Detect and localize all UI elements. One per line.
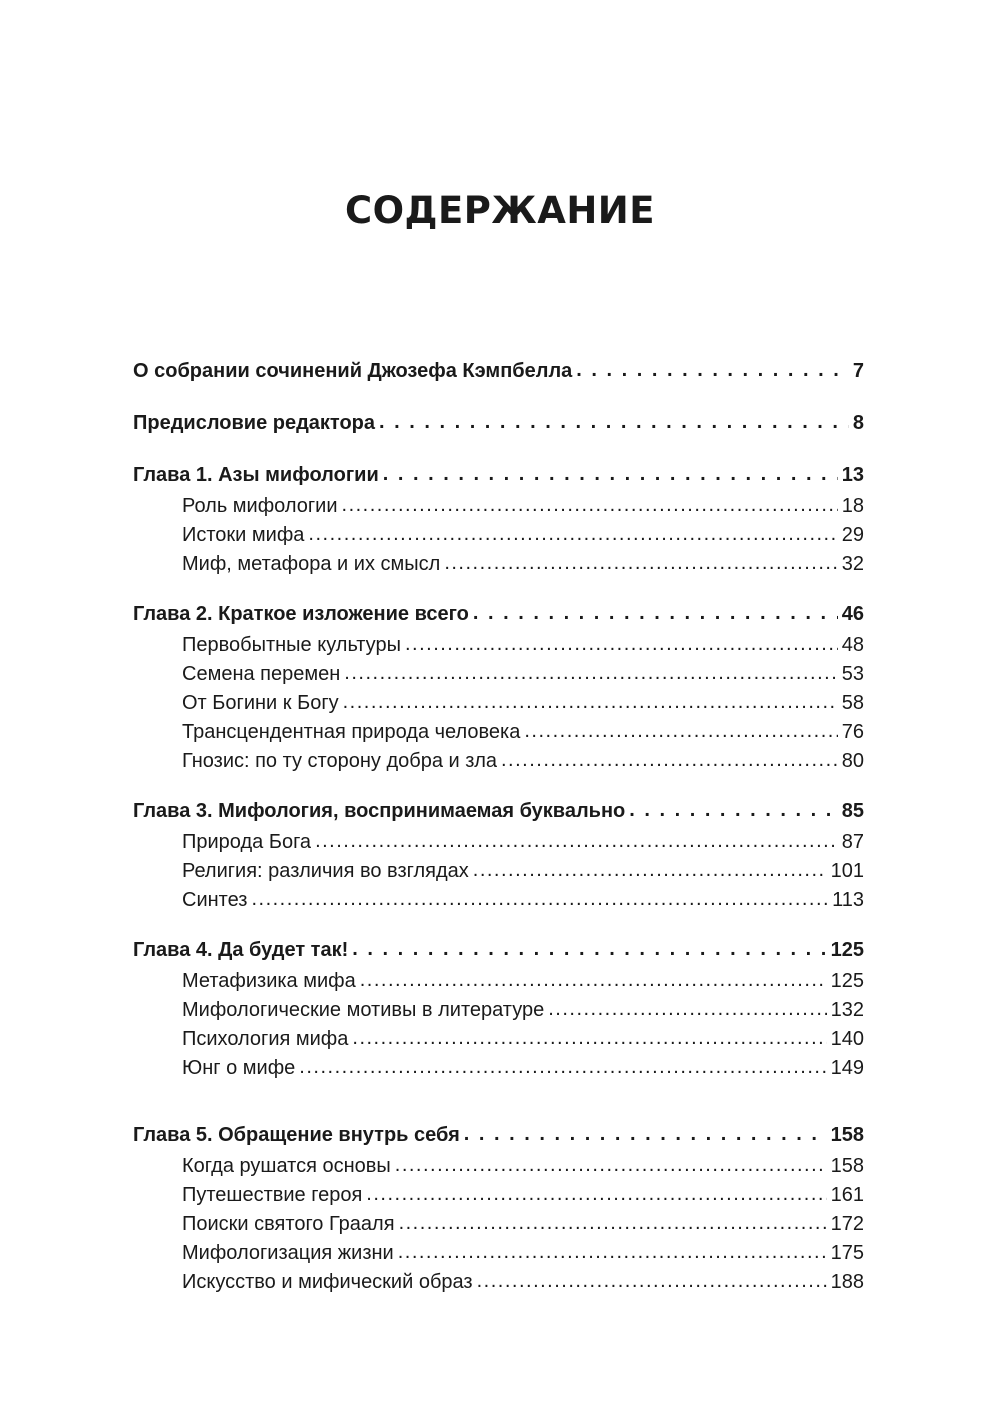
toc-section-entry[interactable] xyxy=(133,857,864,886)
dot-leader xyxy=(444,549,837,578)
toc-page-number: 113 xyxy=(832,889,864,911)
toc-section-entry[interactable] xyxy=(133,689,864,718)
toc-page-number: 175 xyxy=(830,1242,864,1264)
toc-section-entry[interactable] xyxy=(133,521,864,550)
dot-leader xyxy=(405,630,838,659)
toc-entry-title: Миф, метафора и их смысл xyxy=(182,553,441,575)
dot-leader xyxy=(398,1238,827,1267)
toc-chapter-entry[interactable] xyxy=(133,355,864,388)
toc-page-number: 48 xyxy=(841,634,864,656)
toc-group xyxy=(133,795,864,915)
toc-group xyxy=(133,407,864,440)
toc-section-entry[interactable] xyxy=(133,718,864,747)
dot-leader xyxy=(464,1118,827,1151)
toc-page-number: 18 xyxy=(841,495,864,517)
toc-section-entry[interactable] xyxy=(133,886,864,915)
toc-section-entry[interactable] xyxy=(133,1268,864,1297)
dot-leader xyxy=(352,1024,826,1053)
toc-section-entry[interactable] xyxy=(133,996,864,1025)
toc-entry-title: Глава 3. Мифология, воспринимаемая буквально xyxy=(133,800,626,822)
toc-page-number: 161 xyxy=(830,1184,864,1206)
toc-chapter-entry[interactable] xyxy=(133,598,864,631)
toc-entry-title: Искусство и мифический образ xyxy=(182,1271,473,1293)
toc-page-number: 7 xyxy=(852,360,864,382)
toc-page-number: 46 xyxy=(841,603,864,625)
toc-page-number: 29 xyxy=(841,524,864,546)
toc-chapter-entry[interactable] xyxy=(133,795,864,828)
dot-leader xyxy=(501,746,838,775)
toc-section-entry[interactable] xyxy=(133,631,864,660)
toc-entry-title: Истоки мифа xyxy=(182,524,305,546)
toc-section-entry[interactable] xyxy=(133,550,864,579)
toc-page-number: 87 xyxy=(841,831,864,853)
table-of-contents xyxy=(133,355,864,1316)
dot-leader xyxy=(524,717,837,746)
dot-leader xyxy=(343,688,838,717)
toc-page-number: 158 xyxy=(830,1155,864,1177)
toc-section-entry[interactable] xyxy=(133,967,864,996)
toc-page-number: 58 xyxy=(841,692,864,714)
toc-page-number: 8 xyxy=(852,412,864,434)
toc-section-entry[interactable] xyxy=(133,1025,864,1054)
toc-entry-title: Природа Бога xyxy=(182,831,312,853)
toc-section-entry[interactable] xyxy=(133,1181,864,1210)
toc-chapter-entry[interactable] xyxy=(133,459,864,492)
dot-leader xyxy=(395,1151,827,1180)
toc-entry-title: Гнозис: по ту сторону добра и зла xyxy=(182,750,497,772)
dot-leader xyxy=(251,885,828,914)
toc-entry-title: Синтез xyxy=(182,889,248,911)
toc-entry-title: Когда рушатся основы xyxy=(182,1155,391,1177)
toc-group xyxy=(133,598,864,776)
toc-group xyxy=(133,459,864,579)
dot-leader xyxy=(399,1209,827,1238)
toc-entry-title: Юнг о мифе xyxy=(182,1057,296,1079)
dot-leader xyxy=(473,856,827,885)
toc-page-number: 85 xyxy=(841,800,864,822)
dot-leader xyxy=(299,1053,826,1082)
toc-section-entry[interactable] xyxy=(133,492,864,521)
toc-page-number: 80 xyxy=(841,750,864,772)
dot-leader xyxy=(576,354,849,387)
toc-page-number: 125 xyxy=(830,970,864,992)
toc-group xyxy=(133,934,864,1083)
toc-entry-title: Поиски святого Грааля xyxy=(182,1213,395,1235)
toc-page-number: 132 xyxy=(830,999,864,1021)
dot-leader xyxy=(477,1267,827,1296)
dot-leader xyxy=(383,458,838,491)
dot-leader xyxy=(352,933,826,966)
toc-group xyxy=(133,1119,864,1297)
toc-entry-title: Мифологические мотивы в литературе xyxy=(182,999,545,1021)
dot-leader xyxy=(342,491,838,520)
toc-entry-title: Семена перемен xyxy=(182,663,341,685)
dot-leader xyxy=(360,966,827,995)
toc-page-number: 13 xyxy=(841,464,864,486)
toc-entry-title: Метафизика мифа xyxy=(182,970,356,992)
dot-leader xyxy=(629,794,838,827)
dot-leader xyxy=(379,406,849,439)
toc-entry-title: Предисловие редактора xyxy=(133,412,376,434)
dot-leader xyxy=(548,995,826,1024)
toc-entry-title: Первобытные культуры xyxy=(182,634,401,656)
dot-leader xyxy=(473,597,838,630)
toc-page-number: 125 xyxy=(830,939,864,961)
toc-group xyxy=(133,355,864,388)
toc-chapter-entry[interactable] xyxy=(133,934,864,967)
dot-leader xyxy=(344,659,837,688)
page-title: СОДЕРЖАНИЕ xyxy=(344,189,656,232)
toc-chapter-entry[interactable] xyxy=(133,407,864,440)
toc-page-number: 101 xyxy=(830,860,864,882)
toc-section-entry[interactable] xyxy=(133,1239,864,1268)
toc-page-number: 32 xyxy=(841,553,864,575)
toc-chapter-entry[interactable] xyxy=(133,1119,864,1152)
toc-page-number: 172 xyxy=(830,1213,864,1235)
toc-entry-title: От Богини к Богу xyxy=(182,692,339,714)
toc-page-number: 158 xyxy=(830,1124,864,1146)
toc-section-entry[interactable] xyxy=(133,1152,864,1181)
toc-page-number: 76 xyxy=(841,721,864,743)
toc-entry-title: Религия: различия во взглядах xyxy=(182,860,469,882)
toc-entry-title: Глава 2. Краткое изложение всего xyxy=(133,603,469,625)
toc-section-entry[interactable] xyxy=(133,660,864,689)
toc-entry-title: Трансцендентная природа человека xyxy=(182,721,521,743)
toc-page-number: 140 xyxy=(830,1028,864,1050)
toc-section-entry[interactable] xyxy=(133,747,864,776)
dot-leader xyxy=(315,827,838,856)
toc-page-number: 53 xyxy=(841,663,864,685)
toc-section-entry[interactable] xyxy=(133,1054,864,1083)
toc-entry-title: Глава 1. Азы мифологии xyxy=(133,464,379,486)
dot-leader xyxy=(366,1180,826,1209)
toc-entry-title: Психология мифа xyxy=(182,1028,349,1050)
toc-entry-title: Глава 4. Да будет так! xyxy=(133,939,349,961)
toc-page-number: 188 xyxy=(830,1271,864,1293)
toc-entry-title: Путешествие героя xyxy=(182,1184,363,1206)
toc-entry-title: Роль мифологии xyxy=(182,495,338,517)
toc-entry-title: О собрании сочинений Джозефа Кэмпбелла xyxy=(133,360,573,382)
dot-leader xyxy=(308,520,837,549)
toc-entry-title: Мифологизация жизни xyxy=(182,1242,394,1264)
toc-page-number: 149 xyxy=(830,1057,864,1079)
toc-section-entry[interactable] xyxy=(133,828,864,857)
toc-entry-title: Глава 5. Обращение внутрь себя xyxy=(133,1124,460,1146)
toc-section-entry[interactable] xyxy=(133,1210,864,1239)
